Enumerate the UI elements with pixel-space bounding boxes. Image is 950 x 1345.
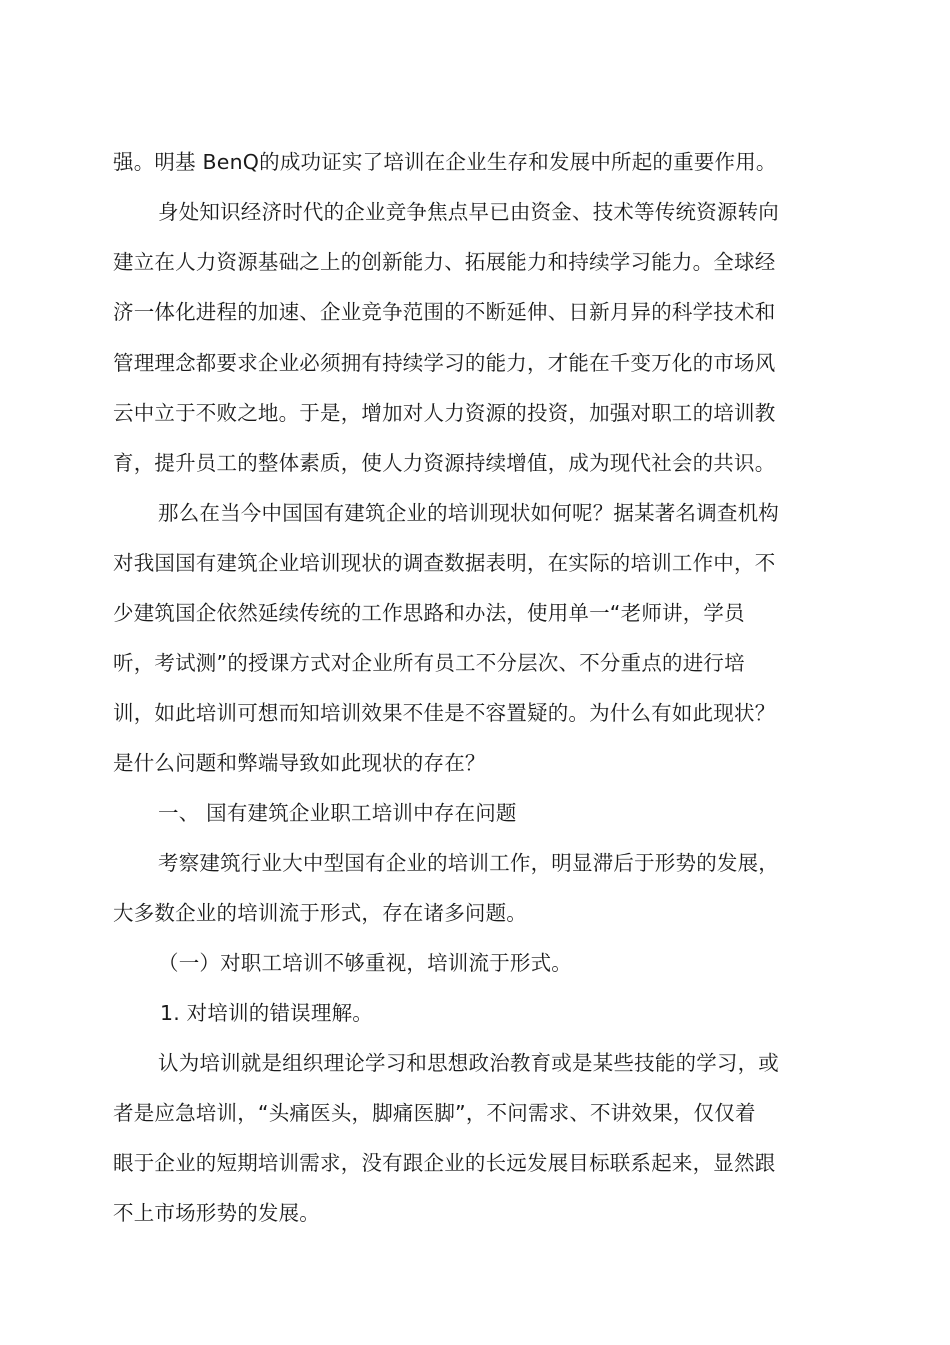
paragraph-1-line-6: 育，提升员工的整体素质，使人力资源持续增值，成为现代社会的共识。 <box>113 451 776 475</box>
paragraph-2-line-3: 少建筑国企依然延续传统的工作思路和办法，使用单一“老师讲，学员 <box>113 601 745 625</box>
paragraph-2-line-6: 是什么问题和弊端导致如此现状的存在？ <box>113 751 486 775</box>
paragraph-1-line-5: 云中立于不败之地。于是，增加对人力资源的投资，加强对职工的培训教 <box>113 401 776 425</box>
subsection-heading: （一）对职工培训不够重视，培训流于形式。 <box>158 951 572 975</box>
paragraph-1-line-4: 管理理念都要求企业必须拥有持续学习的能力，才能在千变万化的市场风 <box>113 351 776 375</box>
paragraph-2-line-2: 对我国国有建筑企业培训现状的调查数据表明，在实际的培训工作中，不 <box>113 551 776 575</box>
list-item-heading: 1. 对培训的错误理解。 <box>160 1001 373 1025</box>
paragraph-3-line-1: 考察建筑行业大中型国有企业的培训工作，明显滞后于形势的发展， <box>158 851 779 875</box>
paragraph-4-line-3: 眼于企业的短期培训需求，没有跟企业的长远发展目标联系起来，显然跟 <box>113 1151 776 1175</box>
paragraph-4-line-4: 不上市场形势的发展。 <box>113 1201 320 1225</box>
paragraph-4-line-1: 认为培训就是组织理论学习和思想政治教育或是某些技能的学习，或 <box>158 1051 779 1075</box>
paragraph-2-line-4: 听，考试测”的授课方式对企业所有员工不分层次、不分重点的进行培 <box>113 651 745 675</box>
text-line-1: 强。明基 BenQ的成功证实了培训在企业生存和发展中所起的重要作用。 <box>113 150 777 174</box>
paragraph-3-line-2: 大多数企业的培训流于形式，存在诸多问题。 <box>113 901 527 925</box>
paragraph-1-line-1: 身处知识经济时代的企业竞争焦点早已由资金、技术等传统资源转向 <box>158 200 779 224</box>
paragraph-2-line-5: 训，如此培训可想而知培训效果不佳是不容置疑的。为什么有如此现状？ <box>113 701 776 725</box>
section-heading: 一、 国有建筑企业职工培训中存在问题 <box>158 801 517 825</box>
paragraph-2-line-1: 那么在当今中国国有建筑企业的培训现状如何呢？据某著名调查机构 <box>158 501 779 525</box>
paragraph-4-line-2: 者是应急培训，“头痛医头，脚痛医脚”，不问需求、不讲效果，仅仅着 <box>113 1101 756 1125</box>
paragraph-1-line-3: 济一体化进程的加速、企业竞争范围的不断延伸、日新月异的科学技术和 <box>113 300 776 324</box>
paragraph-1-line-2: 建立在人力资源基础之上的创新能力、拓展能力和持续学习能力。全球经 <box>113 250 776 274</box>
